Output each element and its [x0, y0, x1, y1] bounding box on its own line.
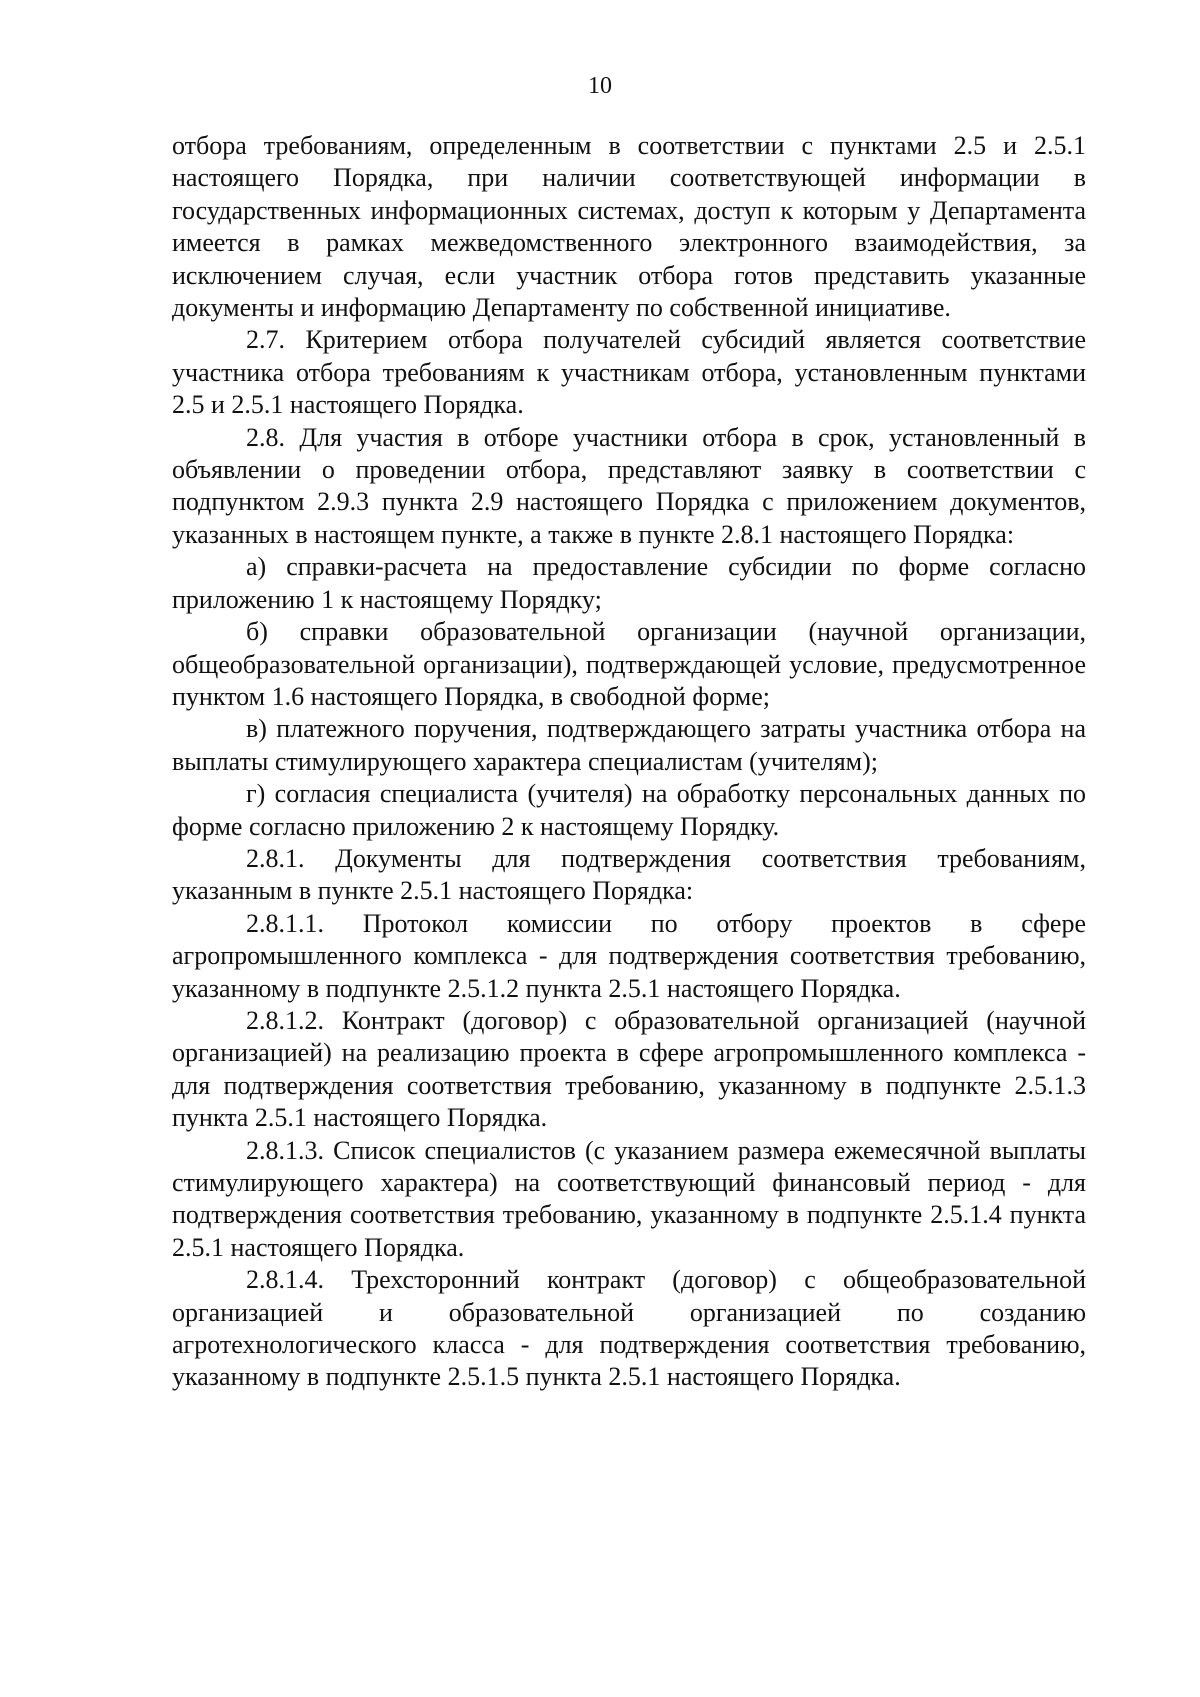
list-item-v: в) платежного поручения, подтверждающего затраты участника отбора на выплаты стимулирующего характера специалистам (учителям);: [172, 714, 1086, 776]
list-item-g: г) согласия специалиста (учителя) на обработку персональных данных по форме согласно приложению 2 к настоящему Порядку.: [172, 779, 1086, 841]
paragraph-2-8-1-1: 2.8.1.1. Протокол комиссии по отбору проектов в сфере агропромышленного комплекса - для подтверждения соответствия требованию, указанному в подпункте 2.5.1.2 пункта 2.5.1 настоящего Порядка.: [172, 908, 1086, 1003]
paragraph-2-8-1-4: 2.8.1.4. Трехсторонний контракт (договор) с общеобразовательной организацией и образовательной организацией по созданию агротехнологического класса - для подтверждения соответствия требованию, указанному в подпункте 2.5.1.5 пункта 2.5.1 настоящего Порядка.: [172, 1265, 1086, 1392]
paragraph-continuation: отбора требованиям, определенным в соответствии с пунктами 2.5 и 2.5.1 настоящего Порядка, при наличии соответствующей информации в государственных информационных системах, доступ к которым у Департамента имеется в рамках межведомственного электронного взаимодействия, за исключением случая, если участник отбора готов представить указанные документы и информацию Департаменту по собственной инициативе.: [172, 131, 1086, 323]
paragraph-2-7: 2.7. Критерием отбора получателей субсидий является соответствие участника отбора требованиям к участникам отбора, установленным пунктами 2.5 и 2.5.1 настоящего Порядка.: [172, 325, 1086, 420]
document-body: [172, 130, 1086, 1394]
page-number: 10: [588, 73, 612, 99]
paragraph-2-8: 2.8. Для участия в отборе участники отбора в срок, установленный в объявлении о проведении отбора, представляют заявку в соответствии с подпунктом 2.9.3 пункта 2.9 настоящего Порядка с приложением документов, указанных в настоящем пункте, а также в пункте 2.8.1 настоящего Порядка:: [172, 422, 1086, 549]
paragraph-2-8-1-2: 2.8.1.2. Контракт (договор) с образовательной организацией (научной организацией) на реализацию проекта в сфере агропромышленного комплекса - для подтверждения соответствия требованию, указанному в подпункте 2.5.1.3 пункта 2.5.1 настоящего Порядка.: [172, 1005, 1086, 1133]
list-item-b: б) справки образовательной организации (научной организации, общеобразовательной организации), подтверждающей условие, предусмотренное пунктом 1.6 настоящего Порядка, в свободной форме;: [172, 617, 1086, 711]
paragraph-2-8-1: 2.8.1. Документы для подтверждения соответствия требованиям, указанным в пункте 2.5.1 настоящего Порядка:: [172, 843, 1086, 906]
list-item-a: а) справки-расчета на предоставление субсидии по форме согласно приложению 1 к настоящему Порядку;: [172, 552, 1086, 614]
paragraph-2-8-1-3: 2.8.1.3. Список специалистов (с указанием размера ежемесячной выплаты стимулирующего характера) на соответствующий финансовый период - для подтверждения соответствия требованию, указанному в подпункте 2.5.1.4 пункта 2.5.1 настоящего Порядка.: [172, 1135, 1086, 1262]
